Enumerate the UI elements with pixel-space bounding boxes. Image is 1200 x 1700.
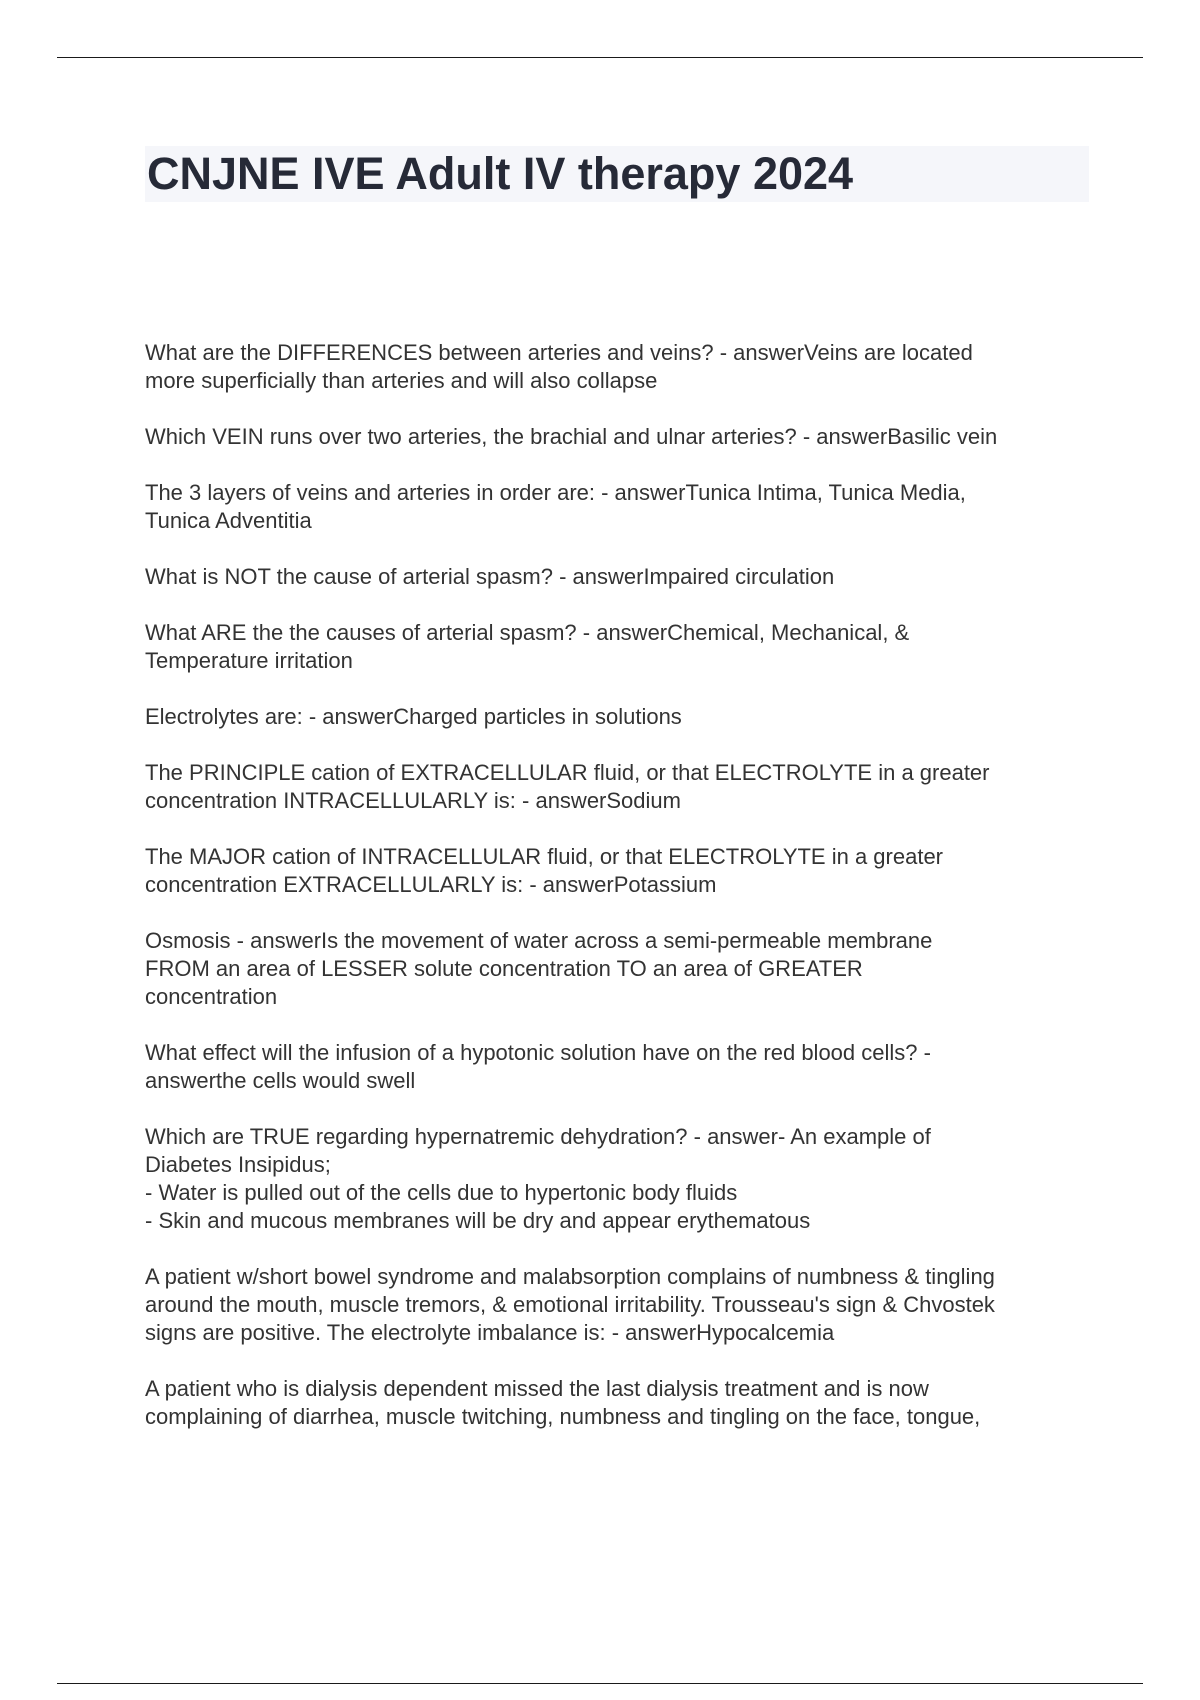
qa-item xyxy=(145,1039,1095,1095)
qa-text-line: Temperature irritation xyxy=(145,648,353,673)
top-rule xyxy=(57,57,1143,58)
qa-item xyxy=(145,339,1095,395)
qa-text-line: Osmosis - answerIs the movement of water across a semi-permeable membrane xyxy=(145,928,933,953)
qa-list xyxy=(145,339,1095,1459)
qa-text-line: Which are TRUE regarding hypernatremic dehydration? - answer- An example of xyxy=(145,1124,931,1149)
qa-text-line: - Water is pulled out of the cells due to hypertonic body fluids xyxy=(145,1180,738,1205)
qa-item xyxy=(145,423,1095,451)
qa-text-line: What are the DIFFERENCES between arteries and veins? - answerVeins are located xyxy=(145,340,973,365)
qa-text-line: Diabetes Insipidus; xyxy=(145,1152,331,1177)
qa-item xyxy=(145,563,1095,591)
qa-item xyxy=(145,1263,1095,1347)
qa-text-line: around the mouth, muscle tremors, & emotional irritability. Trousseau's sign & Chvostek xyxy=(145,1292,995,1317)
qa-text-line: concentration INTRACELLULARLY is: - answerSodium xyxy=(145,788,681,813)
qa-text-line: A patient who is dialysis dependent missed the last dialysis treatment and is now xyxy=(145,1376,929,1401)
qa-text-line: concentration xyxy=(145,984,278,1009)
qa-text-line: Which VEIN runs over two arteries, the brachial and ulnar arteries? - answerBasilic vein xyxy=(145,424,998,449)
document-title: CNJNE IVE Adult IV therapy 2024 xyxy=(147,148,854,199)
qa-text-line: Tunica Adventitia xyxy=(145,508,312,533)
bottom-rule xyxy=(57,1683,1143,1684)
qa-text-line: FROM an area of LESSER solute concentration TO an area of GREATER xyxy=(145,956,863,981)
qa-text-line: The MAJOR cation of INTRACELLULAR fluid, or that ELECTROLYTE in a greater xyxy=(145,844,944,869)
qa-text-line: more superficially than arteries and will also collapse xyxy=(145,368,658,393)
qa-item xyxy=(145,703,1095,731)
qa-text-line: What is NOT the cause of arterial spasm? - answerImpaired circulation xyxy=(145,564,835,589)
qa-item xyxy=(145,1375,1095,1431)
qa-text-line: concentration EXTRACELLULARLY is: - answerPotassium xyxy=(145,872,717,897)
qa-text-line: What effect will the infusion of a hypotonic solution have on the red blood cells? - xyxy=(145,1040,931,1065)
qa-text-line: answerthe cells would swell xyxy=(145,1068,416,1093)
qa-text-line: Electrolytes are: - answerCharged particles in solutions xyxy=(145,704,682,729)
qa-text-line: complaining of diarrhea, muscle twitching, numbness and tingling on the face, tongue, xyxy=(145,1404,981,1429)
qa-item xyxy=(145,843,1095,899)
qa-item xyxy=(145,759,1095,815)
qa-text-line: What ARE the the causes of arterial spasm? - answerChemical, Mechanical, & xyxy=(145,620,910,645)
qa-text-line: The 3 layers of veins and arteries in order are: - answerTunica Intima, Tunica Media, xyxy=(145,480,966,505)
qa-item xyxy=(145,619,1095,675)
qa-text-line: A patient w/short bowel syndrome and malabsorption complains of numbness & tingling xyxy=(145,1264,995,1289)
qa-item xyxy=(145,1123,1095,1235)
qa-text-line: - Skin and mucous membranes will be dry and appear erythematous xyxy=(145,1208,811,1233)
qa-text-line: The PRINCIPLE cation of EXTRACELLULAR fluid, or that ELECTROLYTE in a greater xyxy=(145,760,990,785)
qa-text-line: signs are positive. The electrolyte imbalance is: - answerHypocalcemia xyxy=(145,1320,835,1345)
qa-item xyxy=(145,479,1095,535)
qa-item xyxy=(145,927,1095,1011)
